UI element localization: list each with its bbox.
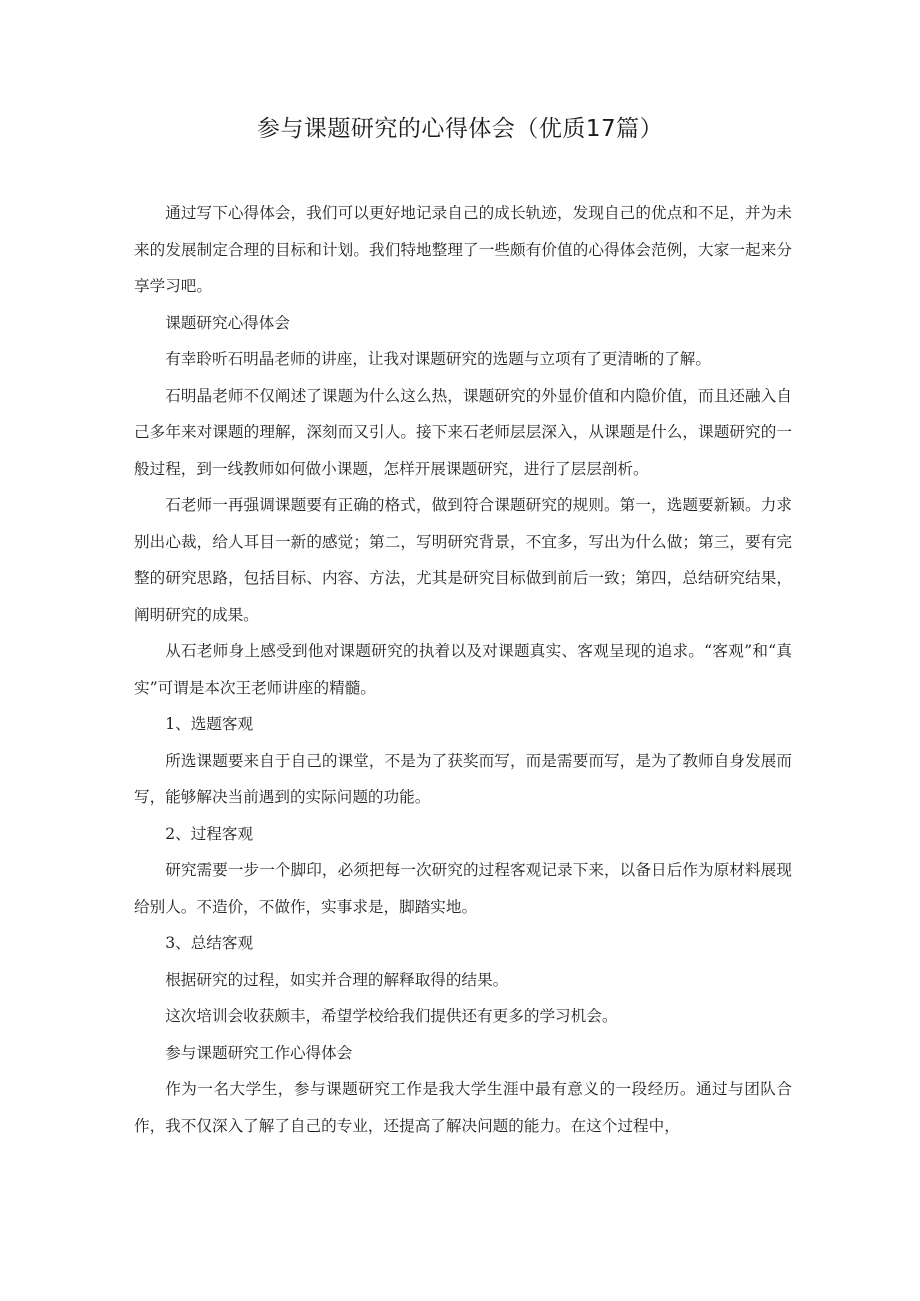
body-paragraph: 作为一名大学生，参与课题研究工作是我大学生涯中最有意义的一段经历。通过与团队合作，我不仅深入了解了自己的专业，还提高了解决问题的能力。在这个过程中， — [134, 1080, 792, 1135]
section-heading: 课题研究心得体会 — [165, 313, 290, 332]
body-paragraph: 从石老师身上感受到他对课题研究的执着以及对课题真实、客观呈现的追求。“客观”和“真实”可谓是本次王老师讲座的精髓。 — [134, 642, 792, 697]
body-paragraph: 石老师一再强调课题要有正确的格式，做到符合课题研究的规则。第一，选题要新颖。力求别出心裁，给人耳目一新的感觉；第二，写明研究背景，不宜多，写出为什么做；第三，要有完整的研究思路，包括目标、内容、方法，尤其是研究目标做到前后一致；第四，总结研究结果，阐明研究的成果。 — [134, 496, 792, 624]
body-paragraph: 有幸聆听石明晶老师的讲座，让我对课题研究的选题与立项有了更清晰的了解。 — [165, 350, 711, 368]
body-paragraph: 研究需要一步一个脚印，必须把每一次研究的过程客观记录下来，以备日后作为原材料展现给别人。不造价，不做作，实事求是，脚踏实地。 — [134, 861, 792, 916]
intro-paragraph: 通过写下心得体会，我们可以更好地记录自己的成长轨迹，发现自己的优点和不足，并为未来的发展制定合理的目标和计划。我们特地整理了一些颇有价值的心得体会范例，大家一起来分享学习吧。 — [134, 204, 792, 295]
body-paragraph: 根据研究的过程，如实并合理的解释取得的结果。 — [165, 970, 509, 989]
body-paragraph: 所选课题要来自于自己的课堂，不是为了获奖而写，而是需要而写，是为了教师自身发展而写，能够解决当前遇到的实际问题的功能。 — [134, 751, 792, 806]
document-title: 参与课题研究的心得体会（优质17篇） — [256, 116, 664, 142]
body-paragraph: 这次培训会收获颇丰，希望学校给我们提供还有更多的学习机会。 — [165, 1007, 618, 1025]
subsection-heading: 1、选题客观 — [165, 715, 254, 733]
body-paragraph: 石明晶老师不仅阐述了课题为什么这么热，课题研究的外显价值和内隐价值，而且还融入自己多年来对课题的理解，深刻而又引人。接下来石老师层层深入，从课题是什么，课题研究的一般过程，到一线教师如何做小课题，怎样开展课题研究，进行了层层剖析。 — [134, 386, 792, 478]
subsection-heading: 3、总结客观 — [165, 934, 254, 952]
document-body — [134, 195, 792, 1144]
section-heading: 参与课题研究工作心得体会 — [165, 1043, 353, 1062]
subsection-heading: 2、过程客观 — [165, 824, 254, 843]
